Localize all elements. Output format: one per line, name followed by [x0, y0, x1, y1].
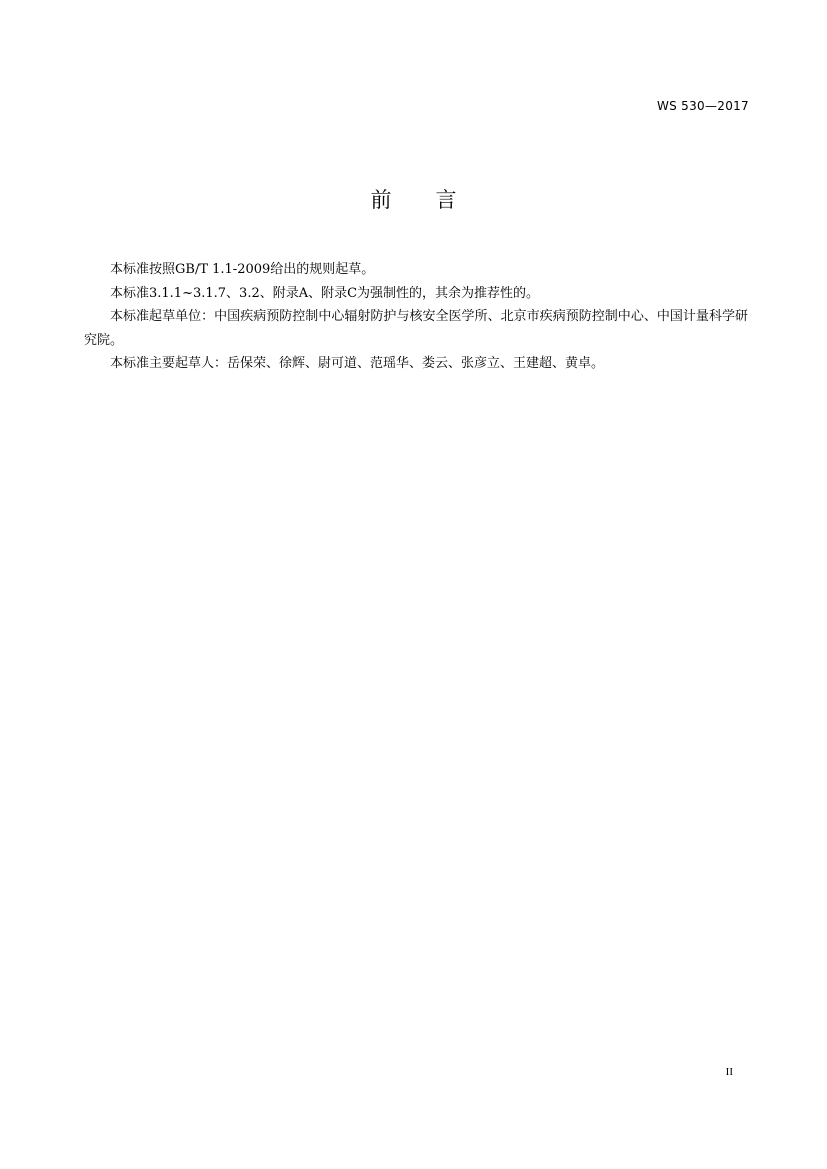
paragraph-drafters: 本标准主要起草人：岳保荣、徐辉、尉可道、范瑶华、娄云、张彦立、王建超、黄卓。 — [110, 356, 605, 371]
paragraph-drafting-units: 本标准起草单位：中国疾病预防控制中心辐射防护与核安全医学所、北京市疾病预防控制中心、中国计量科学研究院。 — [84, 309, 748, 348]
document-body — [84, 258, 748, 376]
paragraph-drafting-rules: 本标准按照GB/T 1.1-2009给出的规则起草。 — [110, 262, 375, 277]
paragraph-mandatory-clauses: 本标准3.1.1~3.1.7、3.2、附录A、附录C为强制性的，其余为推荐性的。 — [110, 285, 540, 301]
page-number: II — [725, 1066, 733, 1078]
page-title: 前言 — [370, 188, 501, 212]
standard-code: WS 530—2017 — [656, 99, 749, 113]
